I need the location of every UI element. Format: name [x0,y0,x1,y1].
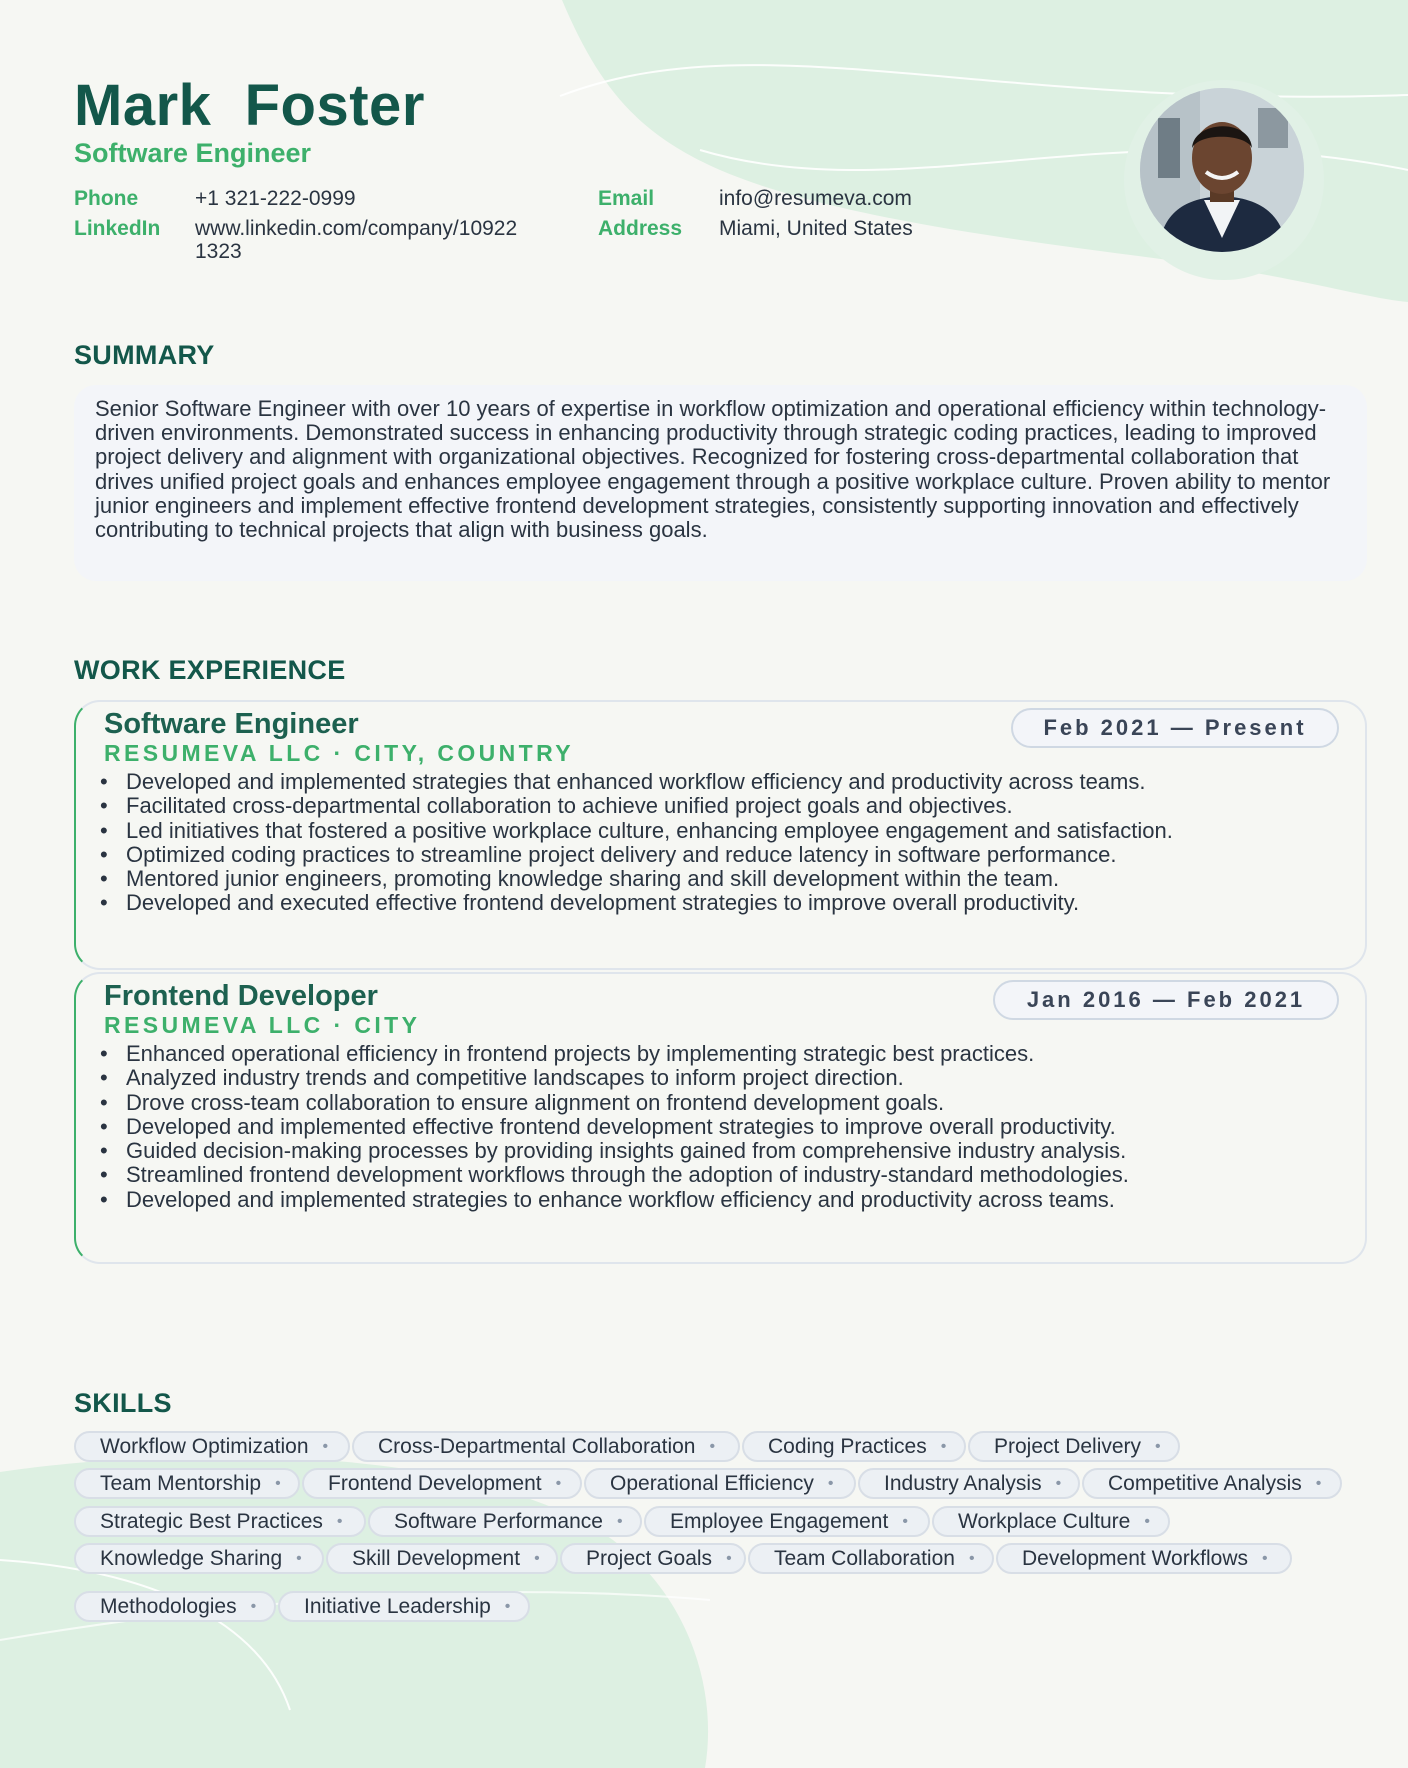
skill-label: Skill Development [352,1546,521,1570]
skill-label: Operational Efficiency [610,1471,814,1495]
job-bullet: • Led initiatives that fostered a positive workplace culture, enhancing employee engagement and satisfaction. [98,819,1173,843]
job-dates-badge: Jan 2016 — Feb 2021 [993,980,1339,1020]
job-card [74,972,1367,1264]
candidate-title: Software Engineer [74,138,312,168]
skill-label: Methodologies [100,1594,237,1618]
skill-label: Team Mentorship [100,1471,262,1495]
contact-label: LinkedIn [74,217,161,240]
skill-label: Frontend Development [328,1471,542,1495]
job-bullet: • Facilitated cross-departmental collaboration to achieve unified project goals and objectives. [98,794,1173,818]
bullet-dot-icon: • [827,1474,834,1492]
bullet-dot-icon: • [1262,1549,1268,1567]
contact-value: Miami, United States [719,217,913,240]
bullet-dot-icon: • [336,1512,343,1530]
job-bullet: • Enhanced operational efficiency in frontend projects by implementing strategic best practices. [98,1042,1129,1066]
skill-label: Team Collaboration [774,1546,955,1570]
skill-tag [996,1543,1292,1574]
skill-tag [742,1431,966,1462]
bullet-dot-icon: • [1315,1474,1322,1492]
bullet-dot-icon: • [709,1437,716,1455]
bullet-dot-icon: • [968,1549,975,1567]
skill-tag [560,1543,746,1574]
skill-tag [352,1431,740,1462]
bullet-dot-icon: • [1055,1474,1062,1492]
skill-label: Industry Analysis [884,1471,1042,1495]
contact-email [598,187,1038,217]
contact-phone [74,187,564,217]
bullet-dot-icon: • [1155,1437,1161,1455]
summary-box [74,385,1367,581]
contact-address [598,217,1038,247]
skill-tag [644,1506,930,1537]
job-bullet: • Optimized coding practices to streamline project delivery and reduce latency in software performance. [98,843,1173,867]
contact-value[interactable]: +1 321-222-0999 [195,187,356,210]
skill-tag [326,1543,558,1574]
skill-tag [302,1468,582,1499]
bullet-dot-icon: • [616,1512,623,1530]
job-company: RESUMEVA LLC · CITY, COUNTRY [104,740,575,766]
job-bullet: • Developed and executed effective frontend development strategies to improve overall productivity. [98,891,1173,915]
skill-label: Competitive Analysis [1108,1471,1302,1495]
skill-tag [858,1468,1080,1499]
bullet-dot-icon: • [250,1597,257,1615]
job-company: RESUMEVA LLC · CITY [104,1012,421,1038]
bullet-dot-icon: • [1144,1512,1150,1530]
job-bullet-list [98,1042,1129,1212]
job-dates-badge: Feb 2021 — Present [1011,708,1339,748]
job-bullet: • Drove cross-team collaboration to ensure alignment on frontend development goals. [98,1091,1129,1115]
bullet-dot-icon: • [322,1437,329,1455]
skill-label: Software Performance [394,1509,603,1533]
bullet-dot-icon: • [504,1597,511,1615]
skill-tag [968,1431,1180,1462]
job-bullet: • Developed and implemented effective frontend development strategies to improve overall productivity. [98,1115,1129,1139]
skill-tag [74,1506,366,1537]
contact-label: Phone [74,187,139,210]
skill-tag [74,1431,350,1462]
skill-label: Project Goals [586,1546,713,1570]
job-bullet: • Streamlined frontend development workflows through the adoption of industry-standard methodologies. [98,1163,1129,1187]
job-bullet: • Mentored junior engineers, promoting knowledge sharing and skill development within the team. [98,867,1173,891]
skill-label: Cross-Departmental Collaboration [378,1434,696,1458]
contact-value[interactable]: www.linkedin.com/company/10922 1323 [195,217,518,263]
job-bullet: • Developed and implemented strategies that enhanced workflow efficiency and productivity across teams. [98,770,1173,794]
bullet-dot-icon: • [555,1474,562,1492]
avatar [1140,88,1304,252]
bullet-dot-icon: • [940,1437,947,1455]
bullet-dot-icon: • [534,1549,540,1567]
contact-value[interactable]: info@resumeva.com [719,187,912,210]
bullet-dot-icon: • [726,1549,732,1567]
job-bullet: • Guided decision-making processes by providing insights gained from comprehensive industry analysis. [98,1139,1129,1163]
job-bullet: • Analyzed industry trends and competitive landscapes to inform project direction. [98,1066,1129,1090]
summary-text: Senior Software Engineer with over 10 years of expertise in workflow optimization and operational efficiency within technology-driven environments. Demonstrated success in enhancing productivity through strategic coding practices, leading to improved project delivery and alignment with organizational objectives. Recognized for fostering cross-departmental collaboration that drives unified project goals and enhances employee engagement through a positive workplace culture. Proven ability to mentor junior engineers and implement effective frontend development strategies, consistently supporting innovation and effectively contributing to technical projects that align with business goals. [95,396,1331,543]
skill-tag [74,1468,300,1499]
summary-heading: SUMMARY [74,340,215,370]
skill-tag [368,1506,642,1537]
job-role: Frontend Developer [104,980,378,1012]
skill-tag [584,1468,856,1499]
skill-label: Workflow Optimization [100,1434,309,1458]
skill-tag [1082,1468,1342,1499]
bullet-dot-icon: • [275,1474,281,1492]
bullet-dot-icon: • [902,1512,908,1530]
bullet-dot-icon: • [296,1549,302,1567]
candidate-name: Mark Foster [74,73,425,138]
skill-tag [748,1543,994,1574]
skill-tag [932,1506,1170,1537]
skill-label: Initiative Leadership [304,1594,491,1618]
contact-label: Address [598,217,683,240]
contact-linkedin [74,217,564,267]
skill-label: Coding Practices [768,1434,927,1458]
job-role: Software Engineer [104,708,359,740]
job-bullet: • Developed and implemented strategies to enhance workflow efficiency and productivity across teams. [98,1188,1129,1212]
skill-label: Development Workflows [1022,1546,1249,1570]
skills-heading: SKILLS [74,1388,172,1418]
skill-tag [74,1591,276,1622]
skill-tag [278,1591,530,1622]
skill-label: Project Delivery [994,1434,1142,1458]
work-experience-heading: WORK EXPERIENCE [74,655,346,685]
skill-tag [74,1543,324,1574]
skill-label: Knowledge Sharing [100,1546,283,1570]
skill-label: Employee Engagement [670,1509,889,1533]
skill-label: Strategic Best Practices [100,1509,323,1533]
job-card [74,700,1367,970]
skill-label: Workplace Culture [958,1509,1131,1533]
contact-label: Email [598,187,655,210]
job-bullet-list [98,770,1173,916]
